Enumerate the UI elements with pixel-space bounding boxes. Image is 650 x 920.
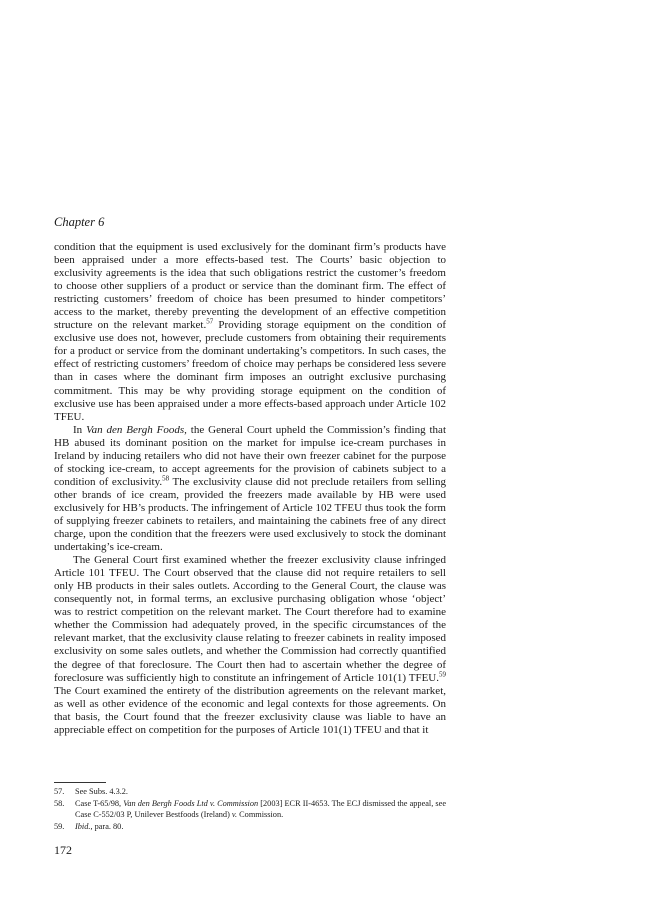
footnote-59 xyxy=(54,821,446,833)
footnote-number: 59. xyxy=(54,821,65,831)
footnote-number: 58. xyxy=(54,798,65,808)
footnote-text: See Subs. 4.3.2. xyxy=(75,787,129,796)
paragraph-1-text-a: condition that the equipment is used exclusively for the dominant firm’s products have been appraised under a more effects-based test. The Courts’ basic objection to exclusivity agreements is the idea that such obligations restrict the customer’s freedom to choose other suppliers of a product or service than the dominant firm. The effect of restricting customers’ freedom of choice has been presumed to hinder competitors’ access to the market, thereby preventing the development of an effective competition structure on the relevant market. xyxy=(54,241,446,332)
footnote-separator xyxy=(54,782,106,783)
footnote-text xyxy=(75,798,446,821)
paragraph-3-text-a: The General Court first examined whether the freezer exclusivity clause infringed Article 101 TFEU. The Court observed that the clause did not require retailers to sell only HB products in their sales outlets. According to the General Court, the clause was consequently not, in formal terms, an exclusive purchasing obligation whose ‘object’ was to restrict competition on the relevant market. The Court therefore had to examine whether the Commission had adequately proved, in the specific circumstances of the relevant market, that the exclusivity clause relating to freezer cabinets in reality imposed exclusivity on some sales outlets, and whether the Commission had correctly quantified the degree of that foreclosure. The Court then had to ascertain whether the degree of foreclosure was sufficiently high to constitute an infringement of Article 101(1) TFEU. xyxy=(54,554,446,684)
paragraph-2-text-b: the General Court upheld the Commission’s finding that HB abused its dominant position on the market for impulse ice-cream purchases in Ireland by inducing retailers who did not have their own freezer cabinet for the purpose of stocking ice-cream, to accept agreements for the provision of cabinets subject to a condition of exclusivity. xyxy=(54,423,447,488)
paragraph-3 xyxy=(54,554,446,737)
footnote-ref-59: 59 xyxy=(439,669,446,678)
page-number: 172 xyxy=(54,843,72,857)
footnote-58-case-name: Van den Bergh Foods Ltd v. Commission xyxy=(123,798,259,808)
running-header-chapter: Chapter 6 xyxy=(54,215,105,229)
footnote-58-text-a: Case T-65/98, xyxy=(75,798,124,808)
footnote-text xyxy=(75,821,446,833)
paragraph-2-text-c: The exclusivity clause did not preclude retailers from selling other brands of ice cream, provided the freezers made available by HB were used exclusively for HB’s products. The infringement of Article 102 TFEU thus took the form of supplying freezer cabinets to retailers, and maintaining the cabinets free of any direct charge, upon the condition that the freezers were used exclusively to stock the dominant undertaking’s ice-cream. xyxy=(54,475,446,554)
paragraph-1-text-b: Providing storage equipment on the condition of exclusive use does not, however, preclude customers from obtaining their requirements for a product or service from the dominant undertaking’s competitors. In such cases, the effect of restricting customers’ freedom of choice may perhaps be considered less severe than in cases where the dominant firm imposes an outright exclusive purchasing commitment. This may be why providing storage equipment on the condition of exclusive use has been appraised under a more effects-based approach under Article 102 TFEU. xyxy=(54,319,447,423)
paragraph-2-text-a: In xyxy=(73,423,87,436)
body-text xyxy=(54,241,446,737)
footnote-57 xyxy=(54,786,446,798)
paragraph-1 xyxy=(54,241,446,424)
footnote-ref-58: 58 xyxy=(162,474,170,483)
footnote-ref-57: 57 xyxy=(206,317,214,326)
footnote-number: 57. xyxy=(54,787,65,796)
case-name-van-den-bergh: Van den Bergh Foods, xyxy=(86,423,187,436)
paragraph-2 xyxy=(54,424,446,554)
footnote-58 xyxy=(54,798,446,821)
footnote-58-versus: v. xyxy=(231,810,238,820)
footnote-58-text-c: Commission. xyxy=(237,810,284,820)
footnote-59-ibid: Ibid. xyxy=(75,821,91,831)
footnote-58-text-b: [2003] ECR II-4653. The ECJ dismissed the appeal, see Case C-552/03 P, Unilever Bestfoods (Ireland) xyxy=(75,798,446,820)
footnotes xyxy=(54,786,446,832)
paragraph-3-text-b: The Court examined the entirety of the distribution agreements on the relevant market, as well as other evidence of the economic and legal contexts for those agreements. On that basis, the Court found that the freezer exclusivity clause was liable to have an appreciable effect on competition for the purposes of Article 101(1) TFEU and that it xyxy=(54,684,446,736)
footnote-59-text: , para. 80. xyxy=(90,821,124,831)
